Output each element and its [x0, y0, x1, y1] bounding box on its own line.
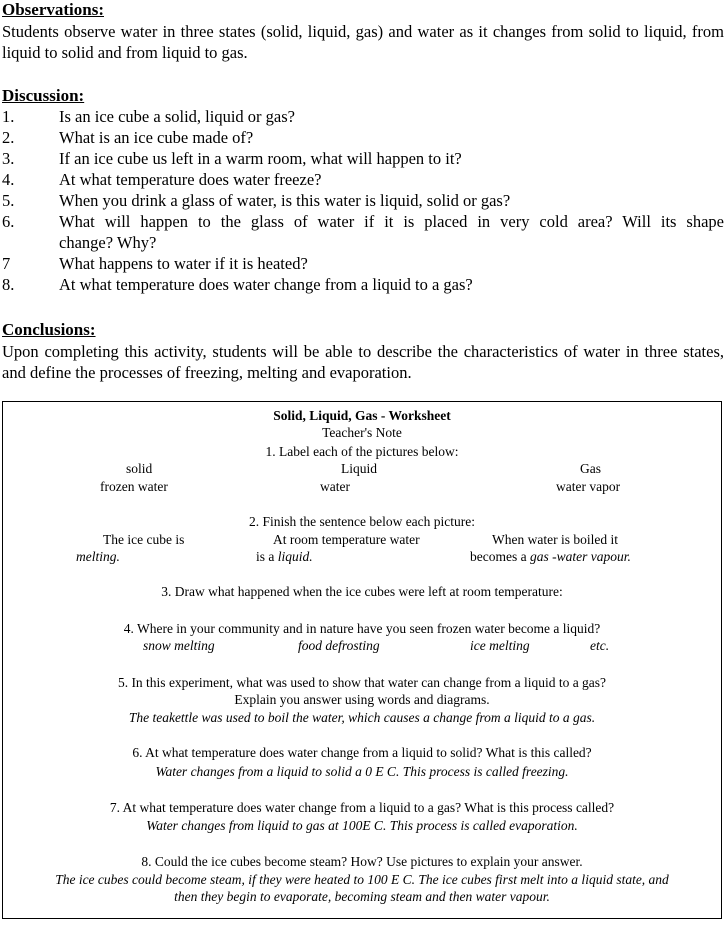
worksheet-box	[2, 401, 722, 919]
item-text: What will happen to the glass of water if it is placed in very cold area? Will its shape	[59, 212, 724, 231]
item-text: What happens to water if it is heated?	[59, 254, 308, 273]
discussion-item	[2, 169, 724, 190]
question-8: 8. Could the ice cubes become steam? How? Use pictures to explain your answer.	[141, 854, 583, 869]
item-number: 7	[2, 254, 11, 273]
item-number: 4.	[2, 170, 15, 189]
observations-text: Students observe water in three states (solid, liquid, gas) and water as it changes from solid to liquid, from liquid to solid and from liquid to gas.	[2, 22, 724, 62]
discussion-item	[2, 127, 724, 148]
question-3: 3. Draw what happened when the ice cubes were left at room temperature:	[161, 584, 563, 599]
sentence-3-mid	[470, 549, 631, 565]
discussion-item	[2, 148, 724, 169]
label-solid: solid	[126, 461, 153, 476]
answer-6: Water changes from a liquid to solid a 0 E C. This process is called freezing.	[155, 764, 569, 779]
sentence-2-mid	[256, 549, 313, 565]
discussion-heading: Discussion:	[2, 86, 85, 105]
sentence-2-start: At room temperature water	[273, 532, 420, 547]
discussion-item	[2, 274, 724, 295]
item-number: 6.	[2, 212, 15, 231]
item-text: At what temperature does water change from a liquid to a gas?	[59, 275, 473, 294]
item-text: When you drink a glass of water, is this water is liquid, solid or gas?	[59, 191, 511, 210]
answer-4-item: etc.	[590, 638, 610, 653]
answer-8-line-1: The ice cubes could become steam, if they were heated to 100 E C. The ice cubes first melt into a liquid state, and	[55, 872, 669, 887]
sublabel-water-vapor: water vapor	[556, 479, 621, 494]
discussion-item	[2, 106, 724, 127]
question-6: 6. At what temperature does water change from a liquid to solid? What is this called?	[132, 745, 592, 760]
question-5: 5. In this experiment, what was used to show that water can change from a liquid to a gas?	[117, 675, 607, 690]
question-1: 1. Label each of the pictures below:	[265, 444, 459, 459]
worksheet-subtitle: Teacher's Note	[322, 425, 402, 440]
question-7: 7. At what temperature does water change from a liquid to a gas? What is this process called?	[109, 800, 615, 815]
answer-4-item: ice melting	[470, 638, 530, 653]
discussion-item	[2, 211, 724, 232]
sentence-3-prefix: becomes a	[470, 549, 527, 564]
item-text: At what temperature does water freeze?	[59, 170, 322, 189]
sentence-2-prefix: is a	[256, 549, 275, 564]
question-5-part-b: Explain you answer using words and diagrams.	[234, 692, 490, 707]
sentence-3-answer: gas -water vapour.	[529, 549, 631, 564]
item-text: Is an ice cube a solid, liquid or gas?	[59, 107, 295, 126]
answer-4-item: food defrosting	[298, 638, 380, 653]
question-4: 4. Where in your community and in nature have you seen frozen water become a liquid?	[123, 621, 601, 636]
observations-heading: Observations:	[2, 0, 104, 19]
conclusions-text: Upon completing this activity, students will be able to describe the characteristics of water in three states, and define the processes of freezing, melting and evaporation.	[2, 342, 724, 382]
discussion-item	[2, 190, 724, 211]
item-number: 1.	[2, 107, 15, 126]
item-text: If an ice cube us left in a warm room, what will happen to it?	[59, 149, 462, 168]
item-number: 8.	[2, 275, 15, 294]
sublabel-water: water	[320, 479, 350, 494]
discussion-list	[2, 106, 724, 295]
item-text: change? Why?	[59, 233, 157, 252]
sentence-1-answer: melting.	[76, 549, 120, 564]
discussion-item	[2, 253, 724, 274]
item-number: 3.	[2, 149, 15, 168]
sentence-2-answer: liquid.	[277, 549, 313, 564]
conclusions-heading: Conclusions:	[2, 320, 96, 339]
worksheet-title: Solid, Liquid, Gas - Worksheet	[273, 408, 451, 423]
label-liquid: Liquid	[341, 461, 377, 476]
label-gas: Gas	[580, 461, 601, 476]
sentence-3-start: When water is boiled it	[492, 532, 618, 547]
answer-4-item: snow melting	[143, 638, 215, 653]
discussion-item-continuation	[2, 232, 724, 253]
item-number: 5.	[2, 191, 15, 210]
answer-5: The teakettle was used to boil the water, which causes a change from a liquid to a gas.	[128, 710, 596, 725]
sublabel-frozen-water: frozen water	[100, 479, 168, 494]
item-text: What is an ice cube made of?	[59, 128, 254, 147]
sentence-1-start: The ice cube is	[103, 532, 185, 547]
answer-7: Water changes from liquid to gas at 100E C. This process is called evaporation.	[146, 818, 578, 833]
answer-8-line-2: then they begin to evaporate, becoming steam and then water vapour.	[174, 889, 550, 904]
question-2: 2. Finish the sentence below each picture:	[248, 514, 476, 529]
item-number: 2.	[2, 128, 15, 147]
